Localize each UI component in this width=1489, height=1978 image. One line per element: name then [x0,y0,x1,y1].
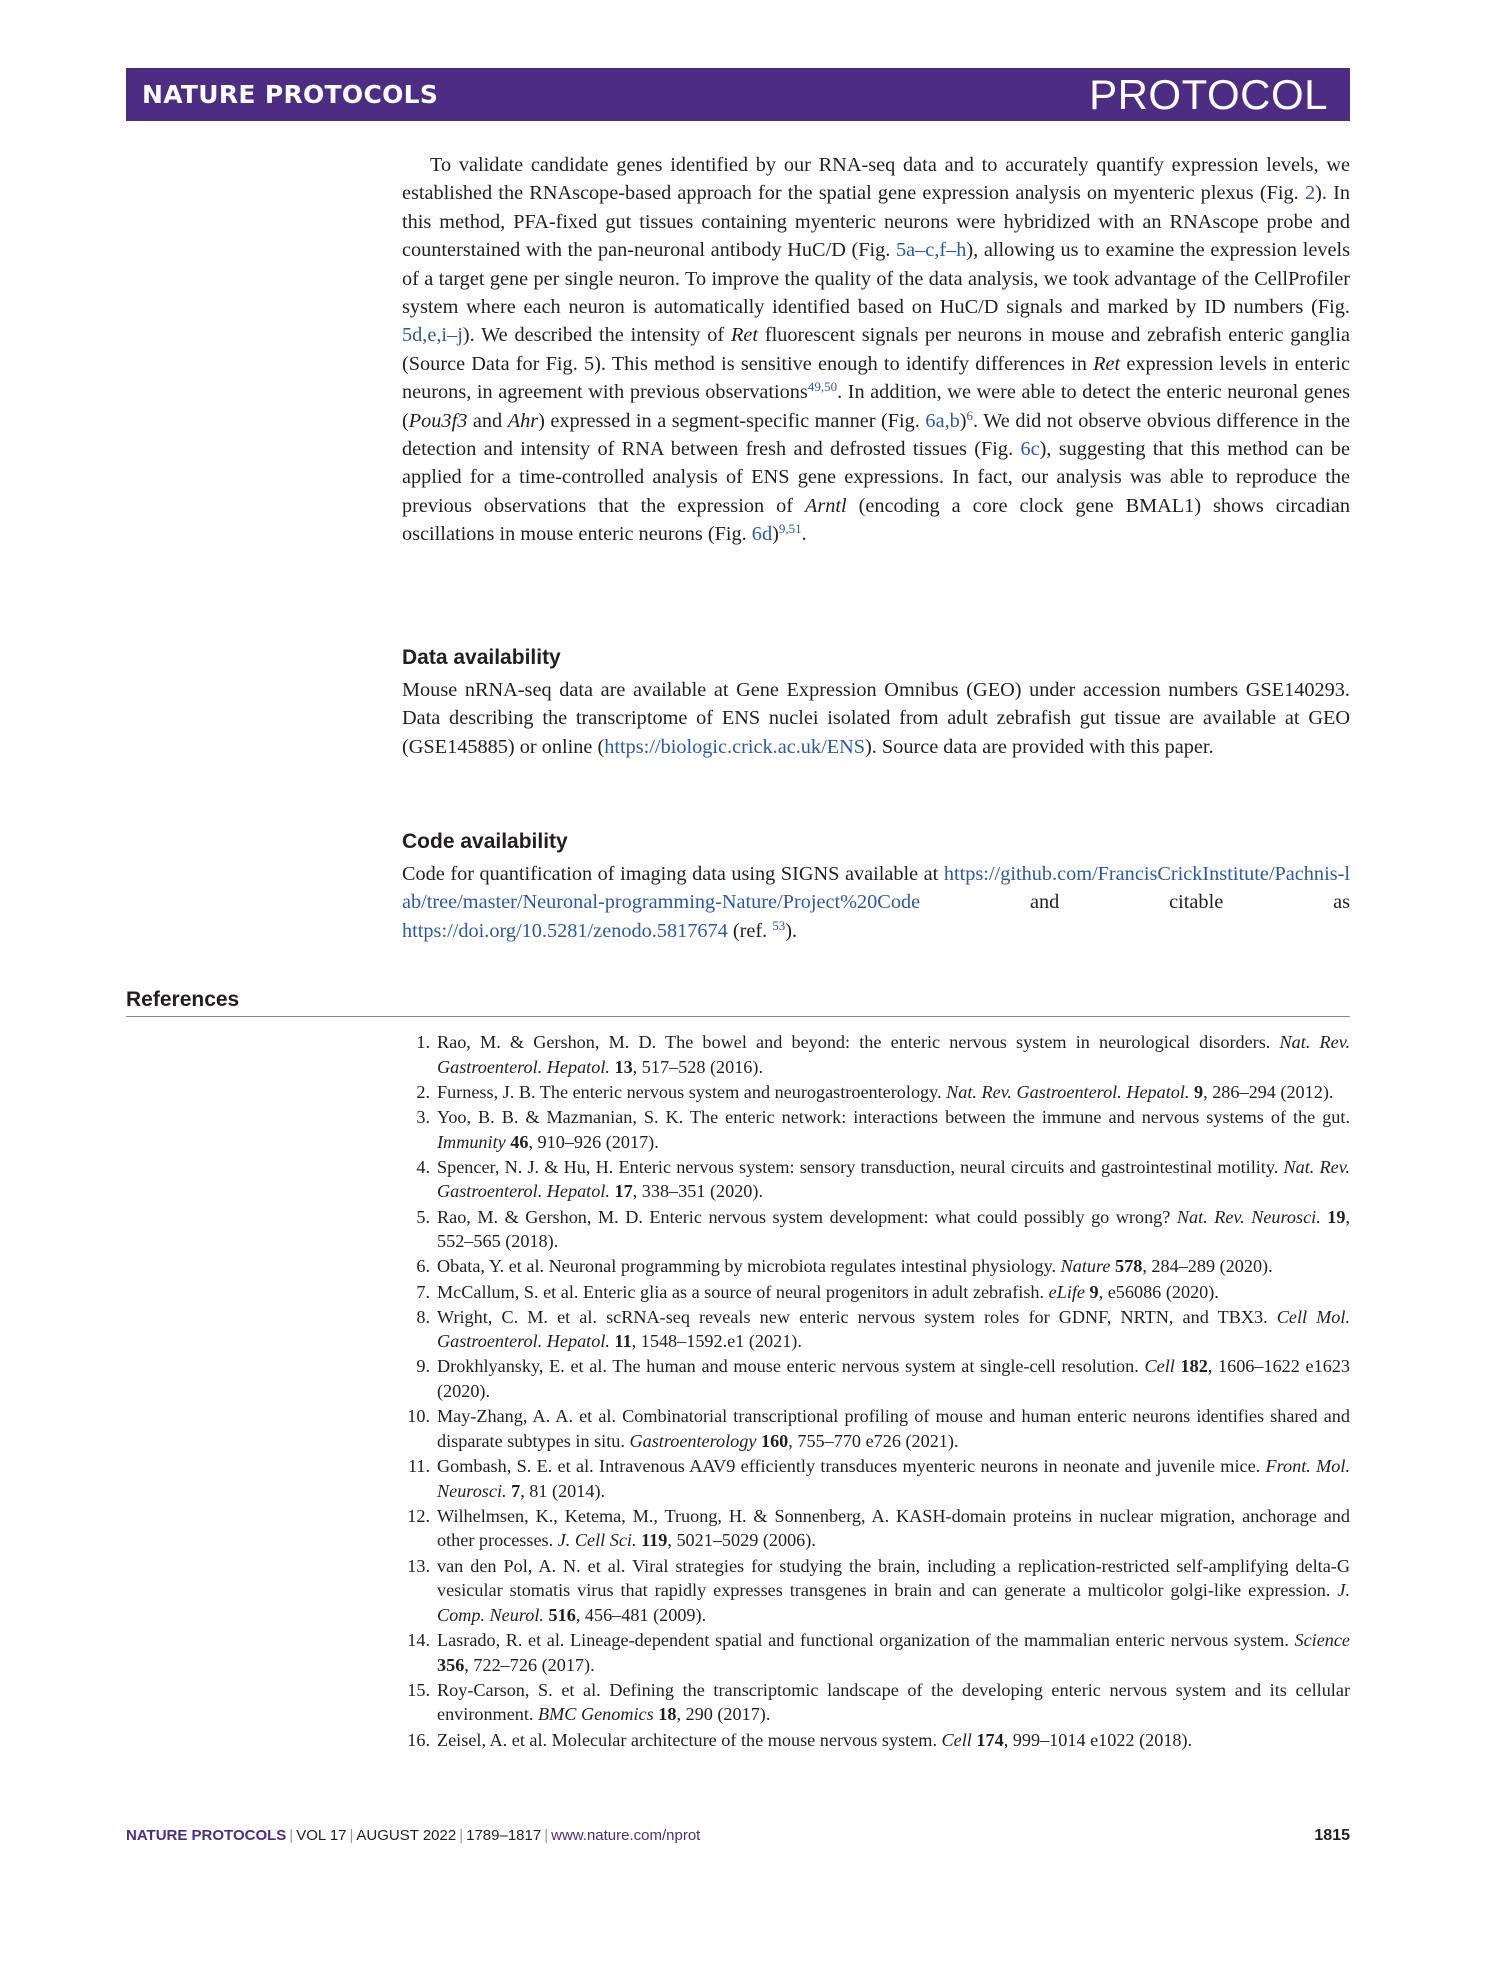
reference-number: 15. [407,1679,430,1700]
reference-journal: Cell [941,1729,972,1750]
reference-item [402,1728,1350,1753]
reference-item [402,1205,1350,1254]
footer-url-link[interactable]: www.nature.com/nprot [551,1827,701,1844]
reference-pages-year: , 517–528 (2016). [632,1056,764,1077]
figure-link[interactable]: 6a,b [925,409,960,432]
reference-number: 16. [407,1729,430,1750]
citation-link[interactable]: 9,51 [778,521,802,537]
reference-volume: 18 [658,1704,677,1725]
code-availability-text [402,860,1350,945]
reference-item [402,1280,1350,1305]
reference-volume: 119 [641,1530,668,1551]
reference-volume: 19 [1327,1206,1346,1227]
reference-authors-title: Rao, M. & Gershon, M. D. Enteric nervous system development: what could possibly go wrong? [437,1206,1177,1227]
reference-item [402,1080,1350,1105]
reference-number: 13. [407,1555,430,1576]
reference-pages-year: , 81 (2014). [520,1480,606,1501]
reference-item [402,1454,1350,1503]
gene-name: Ret [731,324,759,347]
reference-authors-title: van den Pol, A. N. et al. Viral strategies for studying the brain, including a replication-restricted self-amplifying delta-G vesicular stomatis virus that rapidly expresses transgenes in brain and can generate a multicolor golgi-like expression. [437,1555,1350,1601]
reference-number: 1. [416,1032,430,1052]
reference-authors-title: Zeisel, A. et al. Molecular architecture of the mouse nervous system. [437,1729,942,1750]
text-run: ) [772,523,779,546]
reference-item [402,1155,1350,1204]
reference-journal: Nat. Rev. Gastroenterol. Hepatol. [437,1156,1350,1202]
reference-volume: 11 [614,1331,632,1352]
text-run: Code for quantification of imaging data using SIGNS available at [402,863,944,885]
text-run: To validate candidate genes identified by our RNA-seq data and to accurately quantify expression levels, we established the RNAscope-based approach for the spatial gene expression analysis on myenteric plexus (Fig. [402,154,1350,205]
reference-item [402,1628,1350,1677]
text-run: ). [785,919,798,942]
reference-pages-year: , 722–726 (2017). [464,1654,595,1675]
reference-volume: 9 [1194,1081,1204,1102]
reference-pages-year: , e56086 (2020). [1098,1281,1219,1302]
gene-name: Ret [1093,352,1121,375]
gene-name: Arntl [804,494,847,517]
text-run: . [801,523,807,546]
main-paragraph [402,151,1350,549]
text-run: ) expressed in a segment-specific manner (Fig. [538,409,926,432]
reference-list [402,1030,1350,1753]
data-url-link[interactable]: https://biologic.crick.ac.uk/ENS [604,735,866,758]
reference-authors-title: Rao, M. & Gershon, M. D. The bowel and beyond: the enteric nervous system in neurological disorders. [437,1032,1280,1052]
footer-pages: 1789–1817 [466,1827,542,1844]
reference-number: 8. [416,1306,430,1327]
reference-authors-title: Obata, Y. et al. Neuronal programming by microbiota regulates intestinal physiology. [437,1256,1061,1277]
figure-link[interactable]: 5d,e,i–j [402,324,463,347]
reference-journal: Cell [1144,1356,1175,1377]
figure-link[interactable]: 2 [1304,182,1316,205]
reference-journal: eLife [1048,1281,1085,1302]
references-heading: References [126,988,240,1011]
reference-item [402,1354,1350,1403]
reference-number: 2. [416,1081,430,1102]
reference-number: 7. [416,1281,430,1302]
text-run: ), suggesting that this method can be applied for a time-controlled analysis of ENS gene expressions. In fact, our analysis was able to reproduce the previous observations that the expression of [402,438,1350,517]
reference-volume: 9 [1089,1281,1099,1302]
reference-pages-year: , 1606–1622 e1623 (2020). [437,1356,1351,1402]
data-availability-heading: Data availability [402,646,561,669]
reference-volume: 182 [1180,1356,1208,1377]
citation-link[interactable]: 53 [772,917,786,933]
reference-number: 10. [407,1406,430,1427]
reference-item [402,1404,1350,1453]
reference-pages-year: , 338–351 (2020). [632,1181,764,1202]
text-run: Mouse nRNA-seq data are available at Gene Expression Omnibus (GEO) under accession numbers GSE140293. Data describing the transcriptome of ENS nuclei isolated from adult zebrafish gut tissue are available at GEO (GSE145885) or online ( [402,679,1350,758]
reference-authors-title: Roy-Carson, S. et al. Defining the transcriptomic landscape of the developing enteric nervous system and its cellular environment. [437,1679,1350,1725]
figure-link[interactable]: 5a–c,f–h [896,239,967,262]
text-run: (encoding a core clock gene BMAL1) shows circadian oscillations in mouse enteric neurons (Fig. [402,494,1351,546]
reference-journal: Immunity [437,1131,506,1152]
reference-journal: Nat. Rev. Gastroenterol. Hepatol. [946,1081,1190,1102]
citation-link[interactable]: 6 [966,407,974,423]
reference-pages-year: , 755–770 e726 (2021). [788,1430,959,1451]
reference-number: 9. [416,1356,430,1377]
text-run: and [467,409,508,432]
reference-volume: 7 [511,1480,521,1501]
gene-name: Ahr [507,409,539,432]
reference-authors-title: Lasrado, R. et al. Lineage-dependent spatial and functional organization of the mammalian enteric nervous system. [437,1629,1295,1650]
data-availability-text [402,676,1350,761]
reference-number: 3. [416,1106,430,1127]
reference-item [402,1504,1350,1553]
reference-item [402,1254,1350,1279]
reference-pages-year: , 456–481 (2009). [575,1604,707,1625]
text-run: ), allowing us to examine the expression levels of a target gene per single neuron. To improve the quality of the data analysis, we took advantage of the CellProfiler system where each neuron is automatically identified based on HuC/D signals and marked by ID numbers (Fig. [402,239,1351,319]
text-run: (ref. [727,919,773,942]
doi-link[interactable]: https://doi.org/10.5281/zenodo.5817674 [402,919,728,942]
text-run: ) [959,409,967,432]
reference-authors-title: May-Zhang, A. A. et al. Combinatorial transcriptional profiling of mouse and human enteric neurons identifies shared and disparate subtypes in situ. [437,1406,1350,1451]
reference-item [402,1030,1350,1079]
text-run: ). Source data are provided with this paper. [865,735,1214,758]
code-availability-heading: Code availability [402,830,568,853]
page-number: 1815 [1314,1827,1350,1844]
text-run: and citable as [920,891,1350,914]
reference-item [402,1678,1350,1727]
reference-authors-title: Gombash, S. E. et al. Intravenous AAV9 efficiently transduces myenteric neurons in neonate and juvenile mice. [437,1456,1266,1477]
text-run: ). We described the intensity of [462,324,731,347]
reference-number: 14. [407,1629,430,1650]
reference-number: 12. [407,1505,430,1526]
reference-item [402,1305,1350,1354]
reference-authors-title: Wilhelmsen, K., Ketema, M., Truong, H. & Sonnenberg, A. KASH-domain proteins in nuclear migration, anchorage and other processes. [437,1505,1350,1551]
text-run: expression levels in enteric neurons, in agreement with previous observations [402,352,1350,404]
journal-name: NATURE PROTOCOLS [142,80,439,109]
reference-authors-title: Furness, J. B. The enteric nervous system and neurogastroenterology. [437,1081,947,1102]
reference-volume: 516 [548,1604,576,1625]
reference-number: 4. [416,1156,430,1177]
gene-name: Pou3f3 [408,409,468,432]
references-divider [126,1016,1350,1017]
reference-journal: BMC Genomics [538,1704,654,1725]
reference-journal: Cell Mol. Gastroenterol. Hepatol. [437,1306,1350,1352]
footer-volume: VOL 17 [296,1827,347,1844]
reference-pages-year: , 1548–1592.e1 (2021). [631,1331,802,1352]
github-link[interactable]: https://github.com/FrancisCrickInstitute/Pachnis-lab/tree/master/Neuronal-programming-Nature/Project%20Code [402,863,1350,914]
reference-journal: Gastroenterology [629,1430,757,1451]
reference-pages-year: , 999–1014 e1022 (2018). [1003,1729,1193,1750]
reference-authors-title: Drokhlyansky, E. et al. The human and mouse enteric nervous system at single-cell resolution. [437,1356,1145,1377]
reference-pages-year: , 284–289 (2020). [1142,1256,1273,1277]
footer-date: AUGUST 2022 [356,1827,457,1844]
text-run: . We did not observe obvious difference in the detection and intensity of RNA between fresh and defrosted tissues (Fig. [402,409,1350,461]
text-run: fluorescent signals per neurons in mouse and zebrafish enteric ganglia (Source Data for Fig. 5). This method is sensitive enough to identify differences in [402,324,1350,375]
reference-number: 5. [416,1206,430,1227]
figure-link[interactable]: 6c [1020,438,1040,461]
text-run: . In addition, we were able to detect the enteric neuronal genes ( [402,381,1350,432]
reference-authors-title: Spencer, N. J. & Hu, H. Enteric nervous system: sensory transduction, neural circuits and gastrointestinal motility. [437,1156,1284,1177]
reference-pages-year: , 290 (2017). [676,1704,771,1725]
reference-pages-year: , 5021–5029 (2006). [667,1530,816,1551]
reference-journal: Nat. Rev. Neurosci. [1176,1206,1321,1227]
reference-number: 11. [407,1456,430,1477]
reference-volume: 356 [437,1654,465,1675]
reference-volume: 174 [976,1729,1004,1750]
reference-journal: J. Comp. Neurol. [437,1580,1350,1625]
reference-authors-title: Wright, C. M. et al. scRNA-seq reveals new enteric nervous system roles for GDNF, NRTN, and TBX3. [437,1306,1277,1327]
page-footer: NATURE PROTOCOLS | VOL 17 | AUGUST 2022 | 1789–1817 | www.nature.com/nprot 1815 [126,1827,1350,1844]
reference-volume: 17 [614,1181,633,1202]
reference-volume: 13 [614,1056,633,1077]
reference-journal: Science [1294,1629,1350,1650]
reference-item [402,1105,1350,1154]
reference-authors-title: Yoo, B. B. & Mazmanian, S. K. The enteric network: interactions between the immune and nervous systems of the gut. [437,1106,1350,1127]
reference-volume: 578 [1115,1256,1143,1277]
reference-number: 6. [416,1256,430,1277]
journal-header-bar [126,68,1350,121]
reference-journal: Nature [1060,1256,1111,1277]
footer-journal: NATURE PROTOCOLS [126,1827,287,1844]
reference-pages-year: , 910–926 (2017). [528,1131,659,1152]
reference-authors-title: McCallum, S. et al. Enteric glia as a source of neural progenitors in adult zebrafish. [437,1281,1049,1302]
citation-link[interactable]: 49,50 [807,379,838,395]
reference-pages-year: , 286–294 (2012). [1203,1081,1334,1102]
reference-volume: 160 [760,1430,789,1451]
reference-item [402,1554,1350,1628]
reference-journal: Nat. Rev. Gastroenterol. Hepatol. [437,1032,1350,1077]
reference-journal: J. Cell Sci. [557,1530,637,1551]
figure-link[interactable]: 6d [751,523,773,546]
article-type: PROTOCOL [1089,71,1328,118]
reference-journal: Front. Mol. Neurosci. [437,1456,1350,1501]
reference-pages-year: , 552–565 (2018). [437,1206,1351,1252]
reference-volume: 46 [510,1131,529,1152]
text-run: ). In this method, PFA-fixed gut tissues containing myenteric neurons were hybridized with an RNAscope probe and counterstained with the pan-neuronal antibody HuC/D (Fig. [402,182,1351,262]
